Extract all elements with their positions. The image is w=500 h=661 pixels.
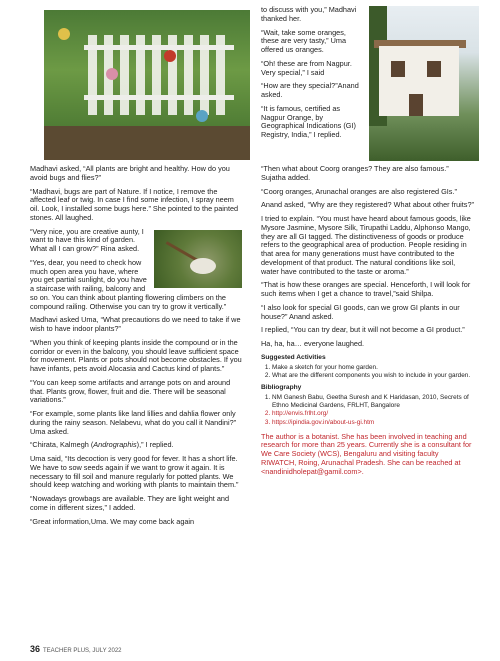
window-shape — [427, 61, 441, 77]
bibliography-link[interactable]: 3. https://ipindia.gov.in/about-us-gi.htm — [272, 419, 475, 427]
bibliography-list — [261, 394, 475, 427]
left-column — [30, 6, 242, 531]
text-run: ),” I replied. — [136, 440, 174, 450]
italic-text: Andrographis — [93, 440, 137, 450]
paragraph: “Wait, take some oranges, these are very tasty,” Uma offered us oranges. — [261, 27, 347, 54]
paragraph — [30, 441, 242, 450]
paragraph: I tried to explain. “You must have heard about famous goods, like Mysore Jasmine, Mysore Silk, Tirupathi Laddu, Alphonso Mango, they are all GI tagged. The distinctiveness of goods or produce refers to the geographical area of production. People residing in that area for many generations must have contributed to the development of that product. The natural conditions like soil, water have contributed to the taste or aroma.” — [261, 214, 471, 276]
fence-rail — [84, 45, 234, 50]
paragraph: Uma said, “Its decoction is very good for fever. It has a short life. We have to sow seeds again if we want to grow it again. It is necessary to fill soil and manure regularly for potted plants. We should keep watching and working with plants to maintain them.” — [30, 454, 239, 490]
door-shape — [409, 94, 423, 116]
paragraph: “Then what about Coorg oranges? They are also famous.” Sujatha added. — [261, 164, 449, 182]
paragraph: “How are they special?”Anand asked. — [261, 81, 359, 99]
bibliography-link[interactable]: 2. http://envis.frlht.org/ — [272, 410, 475, 418]
paragraph: “Yes, dear, you need to check how much open area you have, where you get partial sunlight, do you have a staircase with railing, balcony and so on. You can think about planting flowering climbers on the compound railing. Otherwise you can try to grow it vertically.” — [30, 257, 227, 311]
list-item: 1. NM Ganesh Babu, Geetha Suresh and K Haridasan, 2010, Secrets of Ethno Medicinal Gardens, FRLHT, Bangalore — [272, 394, 475, 409]
bibliography-heading: Bibliography — [261, 384, 302, 392]
twig-shape — [166, 241, 199, 262]
right-column — [261, 6, 475, 481]
paragraph: “Very nice, you are creative aunty, I want to have this kind of garden. What all I can grow?” Rina asked. — [30, 226, 144, 253]
paragraph: “I also look for special GI goods, can we grow GI plants in our house?” Anand asked. — [261, 302, 460, 321]
activities-list — [261, 364, 475, 380]
paragraph: Madhavi asked Uma, “What precautions do we need to take if we wish to have indoor plants?” — [30, 315, 241, 333]
garden-ground — [44, 126, 250, 160]
fence-rail — [84, 95, 234, 100]
house-photo — [369, 6, 479, 161]
paragraph: to discuss with you,” Madhavi thanked her. — [261, 5, 357, 23]
flower-pot — [58, 28, 70, 40]
activities-heading: Suggested Activities — [261, 353, 326, 361]
paragraph: Madhavi asked, “All plants are bright and healthy. How do you avoid bugs and flies?” — [30, 164, 230, 182]
flower-pot — [106, 68, 118, 80]
paragraph: I replied, “You can try dear, but it will not become a GI product.” — [261, 325, 465, 335]
paragraph: “Oh! these are from Nagpur. Very special,” I said — [261, 58, 352, 77]
paragraph: Ha, ha, ha… everyone laughed. — [261, 339, 365, 348]
magazine-name: TEACHER PLUS, JULY 2022 — [43, 648, 122, 654]
painted-stone-photo — [154, 230, 242, 288]
page-footer — [30, 644, 122, 655]
painted-stone-shape — [190, 258, 216, 274]
paragraph: “Great information,Uma. We may come back again — [30, 516, 195, 526]
text-run: “Chirata, Kalmegh ( — [30, 440, 94, 450]
list-item: 2. What are the different components you wish to include in your garden. — [272, 372, 475, 380]
page-number: 36 — [30, 644, 41, 654]
flower-pot — [164, 50, 176, 62]
paragraph: “Madhavi, bugs are part of Nature. If I notice, I remove the affected leaf or twig. In case I find some infection, I spray neem oil. Look, I installed some bugs here.” She pointed to the painted stones. All laughed. — [30, 186, 239, 222]
author-bio: The author is a botanist. She has been involved in teaching and research for more than 25 years. Currently she is a consultant for We Care Society (WCS), Bengaluru and visiting faculty RIWATCH, Roing, Arunachal Pradesh. She can be reached at <nandinidholepat@gamil.com>. — [261, 431, 472, 476]
flower-pot — [196, 110, 208, 122]
list-item: 1. Make a sketch for your home garden. — [272, 364, 475, 372]
paragraph: “You can keep some artifacts and arrange pots on and around that. Plants grow, flower, fruit and die. There will be seasonal variations.” — [30, 377, 231, 405]
paragraph: Anand asked, “Why are they registered? What about other fruits?” — [261, 200, 474, 210]
paragraph: “That is how these oranges are special. Henceforth, I will look for such items when I get a chance to travel,”said Shilpa. — [261, 280, 471, 298]
paragraph: “For example, some plants like land lillies and dahlia flower only during the rainy season. Nelabevu, what do you call it Nandini?” Uma asked. — [30, 409, 237, 436]
paragraph: “It is famous, certified as Nagpur Orange, by Geographical Indications (GI) Registry, India,” I replied. — [261, 103, 356, 139]
garden-photo — [44, 10, 250, 160]
paragraph: “When you think of keeping plants inside the compound or in the corridor or even in the balcony, you should leave sufficient space for movement. Plants or pots should not become obstacles. If you have infants, pets avoid Alocasia and Cactus kind of plants.” — [30, 337, 242, 373]
window-shape — [391, 61, 405, 77]
paragraph: “Coorg oranges, Arunachal oranges are also registered GIs.” — [261, 186, 457, 196]
paragraph: “Nowadays growbags are available. They are light weight and come in different sizes,” I added. — [30, 494, 230, 512]
